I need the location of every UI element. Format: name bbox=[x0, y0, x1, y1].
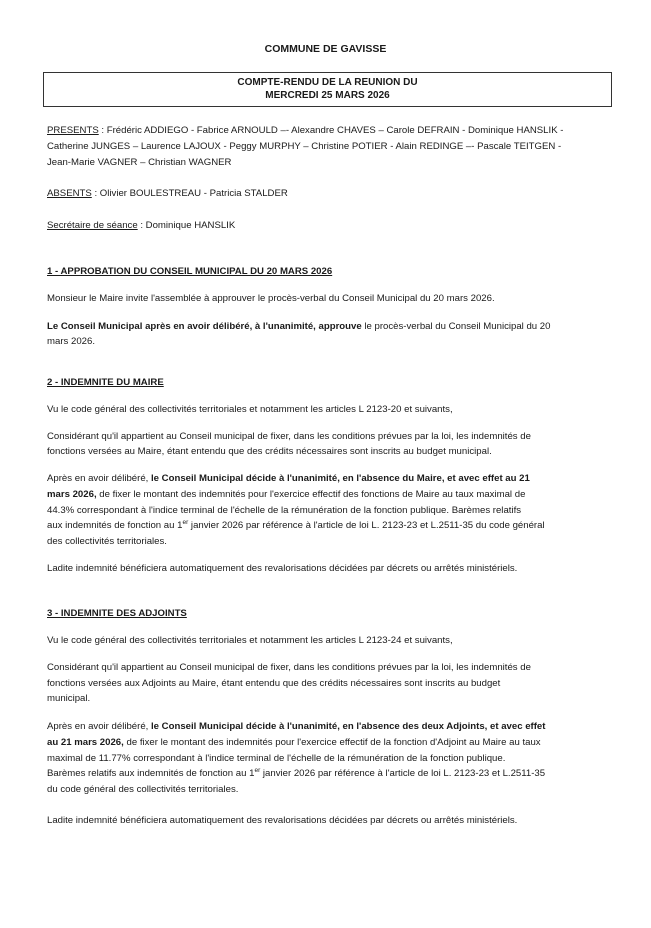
section3-p3-line4-a: Barèmes relatifs aux indemnités de fonction au 1 bbox=[47, 768, 255, 779]
section2-p3-line4-b: janvier 2026 par référence à l'article de loi L. 2123-23 et L.2511-35 du code général bbox=[188, 520, 545, 531]
absents-line bbox=[47, 187, 621, 201]
section2-paragraph3-line4 bbox=[47, 519, 621, 533]
commune-name: COMMUNE DE GAVISSE bbox=[264, 43, 387, 55]
section2-p3-line2-rest: de fixer le montant des indemnités pour l'exercice effectif des fonctions de Maire au taux maximal de bbox=[96, 489, 526, 500]
section2-paragraph2-line2: fonctions versées au Maire, étant entendu que des crédits nécessaires sont inscrits au budget municipal. bbox=[47, 446, 492, 457]
section2-paragraph3-line3: 44.3% correspondant à l'indice terminal de l'échelle de la rémunération de la fonction publique. Barèmes relatifs bbox=[47, 505, 522, 516]
section3-p3-decision-bold: le Conseil Municipal décide à l'unanimité, en l'absence des deux Adjoints, et avec effet bbox=[151, 721, 546, 732]
presents-label: PRESENTS bbox=[47, 125, 99, 136]
section1-decision-bold: Le Conseil Municipal après en avoir délibéré, à l'unanimité, approuve bbox=[47, 321, 362, 332]
section2-paragraph3-line2 bbox=[47, 488, 621, 502]
report-title-line1: COMPTE-RENDU DE LA REUNION DU bbox=[237, 77, 418, 88]
section2-paragraph2-line1: Considérant qu'il appartient au Conseil municipal de fixer, dans les conditions prévues par la loi, les indemnités de bbox=[47, 431, 531, 442]
section3-paragraph2-line3: municipal. bbox=[47, 693, 91, 704]
section2-paragraph1: Vu le code général des collectivités territoriales et notamment les articles L 2123-20 et suivants, bbox=[47, 404, 453, 415]
section3-paragraph3-line4 bbox=[47, 767, 621, 781]
section1-paragraph2-line1 bbox=[47, 320, 621, 334]
report-title-line2: MERCREDI 25 MARS 2026 bbox=[265, 89, 390, 101]
absents-label: ABSENTS bbox=[47, 188, 92, 199]
section3-paragraph2-line1: Considérant qu'il appartient au Conseil municipal de fixer, dans les conditions prévues par la loi, les indemnités de bbox=[47, 662, 531, 673]
section2-paragraph3-line5: des collectivités territoriales. bbox=[47, 536, 167, 547]
section3-paragraph3-line3: maximal de 11.77% correspondant à l'indice terminal de l'échelle de la rémunération de la fonction publique. bbox=[47, 753, 506, 764]
section3-paragraph2-line2: fonctions versées aux Adjoints au Maire, étant entendu que des crédits nécessaires sont inscrits au budget bbox=[47, 678, 501, 689]
secretaire-name: : Dominique HANSLIK bbox=[137, 220, 236, 231]
section3-heading: 3 - INDEMNITE DES ADJOINTS bbox=[47, 608, 187, 619]
section2-heading: 2 - INDEMNITE DU MAIRE bbox=[47, 377, 164, 388]
section3-p3-line4-b: janvier 2026 par référence à l'article de loi L. 2123-23 et L.2511-35 bbox=[260, 768, 546, 779]
section2-paragraph3-line1 bbox=[47, 472, 621, 486]
section3-paragraph4: Ladite indemnité bénéficiera automatiquement des revalorisations décidées par décrets ou arrêtés ministériels. bbox=[47, 815, 518, 826]
section3-paragraph3-line5: du code général des collectivités territoriales. bbox=[47, 784, 239, 795]
section3-p3-line2-rest: de fixer le montant des indemnités pour l'exercice effectif de la fonction d'Adjoint au Maire au taux bbox=[123, 737, 541, 748]
section2-p3-line4-a: aux indemnités de fonction au 1 bbox=[47, 520, 183, 531]
presents-line-1 bbox=[47, 124, 621, 138]
section1-decision-rest: le procès-verbal du Conseil Municipal du 20 bbox=[361, 321, 551, 332]
report-title-box bbox=[43, 72, 612, 107]
section2-paragraph4: Ladite indemnité bénéficiera automatiquement des revalorisations décidées par décrets ou arrêtés ministériels. bbox=[47, 563, 518, 574]
section3-paragraph3-line2 bbox=[47, 736, 621, 750]
secretaire-label: Secrétaire de séance bbox=[47, 220, 138, 231]
section1-paragraph1: Monsieur le Maire invite l'assemblée à approuver le procès-verbal du Conseil Municipal du 20 mars 2026. bbox=[47, 293, 495, 304]
section1-paragraph2-line2: mars 2026. bbox=[47, 336, 95, 347]
presents-line-3: Jean-Marie VAGNER – Christian WAGNER bbox=[47, 157, 232, 168]
section2-p3-decision-bold: le Conseil Municipal décide à l'unanimité, en l'absence du Maire, et avec effet au 21 bbox=[151, 473, 530, 484]
section2-p3-date-bold: mars 2026, bbox=[47, 489, 97, 500]
presents-names-1: : Frédéric ADDIEGO - Fabrice ARNOULD –- Alexandre CHAVES – Carole DEFRAIN - Dominique HANSLIK - bbox=[98, 125, 564, 136]
section3-paragraph1: Vu le code général des collectivités territoriales et notamment les articles L 2123-24 et suivants, bbox=[47, 635, 453, 646]
secretaire-line bbox=[47, 219, 621, 233]
absents-names: : Olivier BOULESTREAU - Patricia STALDER bbox=[91, 188, 288, 199]
presents-line-2: Catherine JUNGES – Laurence LAJOUX - Peggy MURPHY – Christine POTIER - Alain REDINGE –- Pascale TEITGEN - bbox=[47, 141, 562, 152]
section2-p3-intro: Après en avoir délibéré, bbox=[47, 473, 151, 484]
section3-p3-date-bold: au 21 mars 2026, bbox=[47, 737, 124, 748]
section1-heading: 1 - APPROBATION DU CONSEIL MUNICIPAL DU 20 MARS 2026 bbox=[47, 266, 333, 277]
section3-p3-intro: Après en avoir délibéré, bbox=[47, 721, 151, 732]
section3-paragraph3-line1 bbox=[47, 720, 621, 734]
section2-p3-superscript: er bbox=[182, 518, 189, 526]
section3-p3-superscript: er bbox=[254, 766, 261, 774]
